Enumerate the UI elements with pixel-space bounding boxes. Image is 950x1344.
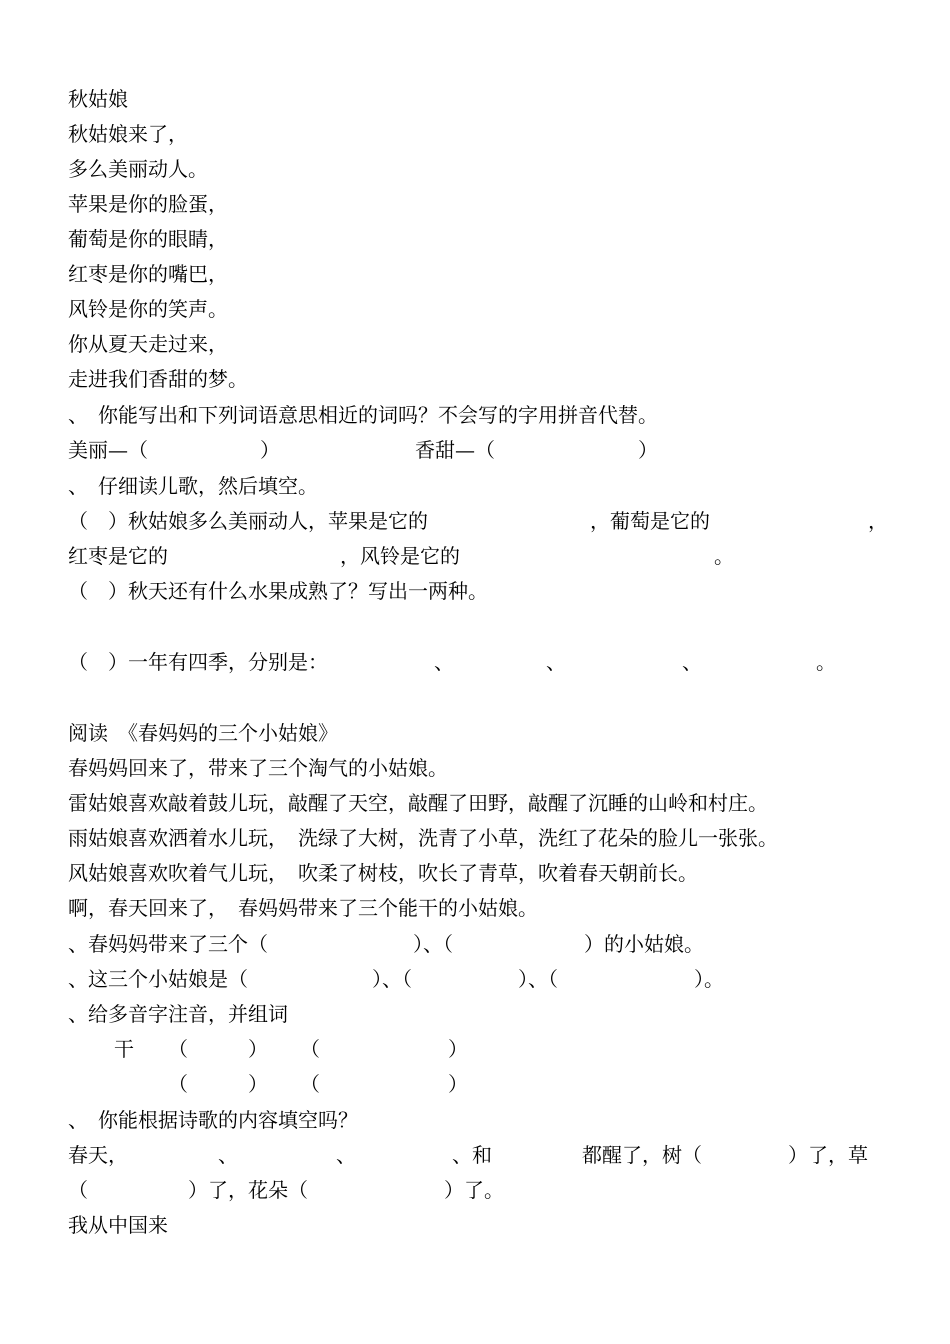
fill-text: ）了。 [444,1178,504,1202]
reading-question-2 [68,962,890,997]
bracket: （ [300,1037,320,1061]
poem-line: 风铃是你的笑声。 [68,297,228,321]
reading-line: 春妈妈回来了，带来了三个淘气的小姑娘。 [68,756,448,780]
fill-line: （ ）秋天还有什么水果成熟了？写出一两种。 [68,579,488,603]
reading-line: 雨姑娘喜欢洒着水儿玩， 洗绿了大树，洗青了小草，洗红了花朵的脸儿一张张。 [68,826,778,850]
reading-question-4: 、 你能根据诗歌的内容填空吗？ [68,1108,358,1132]
fill-separator: 、 [434,650,454,674]
poem-line: 秋姑娘来了， [68,122,188,146]
bracket: ） [248,1072,268,1096]
fill-text: ）了，花朵（ [188,1178,308,1202]
fill-text: 红枣是它的 [68,544,168,568]
fill-line [68,539,890,574]
bracket: ） [448,1037,468,1061]
fill-text: ）、（ [372,967,412,991]
fill-separator: 。 [816,650,836,674]
poem-line: 多么美丽动人。 [68,157,208,181]
fill-text: ）、（ [413,932,453,956]
question-fill-poem: 、 仔细读儿歌，然后填空。 [68,474,318,498]
fill-separator: 、 [546,650,566,674]
fill-text: ， [868,509,888,533]
fill-text: ，风铃是它的 [340,544,460,568]
synonym-close-2: ） [638,438,658,462]
fill-text: 、和 [452,1143,492,1167]
fill-separator: 、 [682,650,702,674]
fill-text: 、这三个小姑娘是（ [68,967,248,991]
fill-separator: 、 [336,1143,356,1167]
fill-text: （ [68,1178,88,1202]
fill-text: （ ）秋姑娘多么美丽动人，苹果是它的 [68,509,428,533]
fill-line [68,504,890,539]
poem-line: 葡萄是你的眼睛， [68,227,228,251]
fill-text: 、春妈妈带来了三个（ [68,932,268,956]
reading-line: 风姑娘喜欢吹着气儿玩， 吹柔了树枝，吹长了青草，吹着春天朝前长。 [68,861,698,885]
fill-text: ）了，草 [788,1143,868,1167]
poem-line: 走进我们香甜的梦。 [68,367,248,391]
question-synonyms: 、 你能写出和下列词语意思相近的词吗？不会写的字用拼音代替。 [68,403,658,427]
bracket: （ [300,1072,320,1096]
fill-text: 。 [714,544,734,568]
synonym-fill-line [68,433,890,468]
fill-text: ，葡萄是它的 [590,509,710,533]
synonym-close-1: ） [260,438,280,462]
polyphone-line [68,1032,890,1067]
fill-text: ）。 [694,967,724,991]
fill-line [68,1138,890,1173]
fill-text: （ ）一年有四季，分别是： [68,650,328,674]
poem-line: 红枣是你的嘴巴， [68,262,228,286]
fill-line [68,1173,890,1208]
synonym-label-1: 美丽—（ [68,438,148,462]
poem-line: 你从夏天走过来， [68,332,228,356]
fill-text: 都醒了，树（ [582,1143,702,1167]
bracket: ） [448,1072,468,1096]
poem-line: 苹果是你的脸蛋， [68,192,228,216]
fill-text: 春天， [68,1143,128,1167]
reading-title: 阅读 《春妈妈的三个小姑娘》 [68,721,338,745]
fill-text: ）、（ [518,967,558,991]
bracket: ） [248,1037,268,1061]
poem-title: 秋姑娘 [68,87,128,111]
reading-question-3: 、给多音字注音，并组词 [68,1002,288,1026]
reading-line: 啊，春天回来了， 春妈妈带来了三个能干的小姑娘。 [68,896,538,920]
reading-line: 雷姑娘喜欢敲着鼓儿玩，敲醒了天空，敲醒了田野，敲醒了沉睡的山岭和村庄。 [68,791,768,815]
polyphone-char: 干 [114,1037,134,1061]
bracket: （ [168,1037,188,1061]
synonym-label-2: 香甜—（ [415,438,495,462]
fill-separator: 、 [218,1143,238,1167]
reading-question-1 [68,927,890,962]
bracket: （ [168,1072,188,1096]
next-section-title: 我从中国来 [68,1213,168,1237]
polyphone-line [68,1067,890,1102]
seasons-fill-line [68,645,890,680]
fill-text: ）的小姑娘。 [584,932,704,956]
